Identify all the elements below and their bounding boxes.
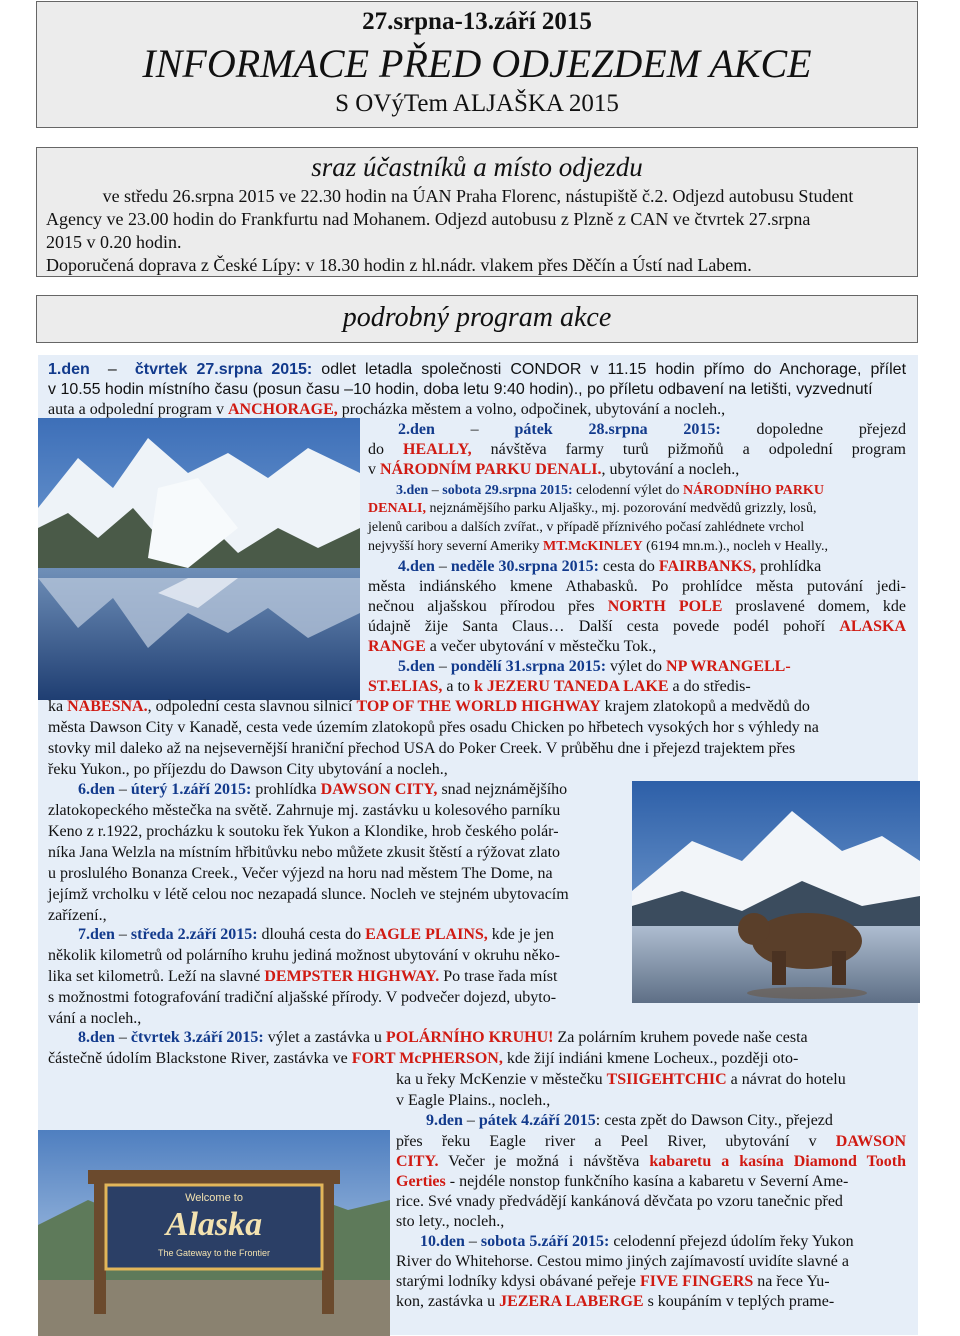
header-subtitle: S OVýTem ALJAŠKA 2015 — [335, 90, 619, 117]
day6-date: 1.září 2015: — [171, 781, 252, 798]
day7-text-2: kde je jen — [487, 926, 554, 943]
day8-line-4 — [396, 1091, 550, 1112]
day6-label: 6.den — [78, 781, 115, 798]
day10-text-6: s koupáním v teplých prame- — [643, 1293, 835, 1310]
day8-line-1: 8.den – čtvrtek 3.září 2015: výlet a zastávka u POLÁRNÍHO KRUHU! Za polárním kruhem povede naše cesta — [78, 1029, 808, 1046]
day10-line-2 — [396, 1252, 849, 1273]
day9-line-4 — [396, 1172, 848, 1193]
day4-text-6: údajně žije Santa Claus… Další cesta povede podél pohoří — [368, 618, 840, 635]
day3-label: 3.den — [396, 483, 429, 498]
sign-gateway-text: The Gateway to the Frontier — [157, 1248, 271, 1258]
day6-text-2: snad nejznámějšího — [437, 781, 568, 798]
day8-text-3: částečně údolím Blackstone River, zastávka ve — [48, 1050, 352, 1067]
day6-text-8: zařízení., — [48, 907, 107, 924]
day3-place-2: DENALI, — [368, 501, 426, 516]
glacier-lake-illustration — [38, 418, 360, 700]
day4-weekday: neděle — [450, 558, 495, 575]
day5-line-1: 5.den – pondělí 31.srpna 2015: výlet do NP WRANGELL- — [398, 658, 791, 675]
day9-weekday: pátek — [478, 1112, 518, 1129]
day9-date: 4.září 2015 — [521, 1112, 596, 1129]
day8-text-1: výlet a zastávka u — [263, 1029, 386, 1046]
meeting-line-2: Agency ve 23.00 hodin do Frankfurtu nad Mohanem. Odjezd autobusu z Plzně z CAN ve čtvrtek 27.srpna — [46, 209, 811, 229]
day5-place-2: ST.ELIAS, — [368, 678, 443, 695]
day10-text-2: River do Whitehorse. Cestou mimo jiných zajímavostí uvidíte slavné a — [396, 1253, 849, 1270]
day2-date: 28.srpna 2015: — [588, 421, 721, 438]
day9-line-1: 9.den – pátek 4.září 2015: cesta zpět do Dawson City., přejezd — [426, 1112, 833, 1129]
day8-text-4: kde žijí indiáni kmene Locheux., později oto- — [502, 1050, 799, 1067]
day10-weekday: sobota — [480, 1233, 526, 1250]
day1-label: 1.den — [48, 361, 90, 378]
day9-text-5: rice. Své vnady předvádějí kankánová děvčata po vzoru tanečnic před — [396, 1193, 843, 1210]
day5-place-5: TOP OF THE WORLD HIGHWAY — [356, 698, 601, 715]
day8-date: 3.září 2015: — [183, 1029, 264, 1046]
day3-text-4: nejvyšší hory severní Ameriky — [368, 539, 543, 554]
day1-weekday: čtvrtek — [134, 361, 188, 378]
day4-label: 4.den — [398, 558, 435, 575]
day4-line-5 — [368, 637, 656, 658]
day6-text-4: Keno z r.1922, procházku k soutoku řek Yukon a Klondike, hrob českého polár- — [48, 823, 559, 840]
day3-weekday: sobota — [442, 483, 482, 498]
day8-place-3: TSIIGEHTCHIC — [606, 1071, 727, 1088]
day3-line-4 — [368, 538, 828, 556]
day4-place-4: RANGE — [368, 638, 426, 655]
day6-line-2 — [48, 801, 560, 822]
day6-text-7: jejímž vrcholku v létě celou noc nezapadá slunce. Nocleh ve stejném ubytovacím — [48, 886, 569, 903]
meeting-heading: sraz účastníků a místo odjezdu — [311, 152, 643, 182]
day10-place-1: FIVE FINGERS — [639, 1273, 754, 1290]
day7-text-1: dlouhá cesta do — [257, 926, 366, 943]
day6-text-1: prohlídka — [251, 781, 321, 798]
day2-line-3 — [368, 460, 739, 481]
day5-text-2: a to — [442, 678, 474, 695]
day6-text-5: níka Jana Welzla na místním hřbitůvku nebo můžete zkusit štěstí a rýžovat zlato — [48, 844, 561, 861]
program-heading-box — [36, 295, 918, 343]
day5-line-5 — [48, 739, 795, 760]
day1-text-5: procházka městem a volno, odpočinek, ubytování a nocleh., — [337, 401, 726, 418]
day5-line-4 — [48, 718, 819, 739]
day4-line-1: 4.den – neděle 30.srpna 2015: cesta do FAIRBANKS, prohlídka — [398, 558, 822, 575]
day1-text-1: odlet letadla společnosti CONDOR v 11.15 hodin přímo do Anchorage, přílet — [312, 361, 907, 378]
day8-place-1: POLÁRNÍHO KRUHU! — [385, 1029, 554, 1046]
day3-text-5: (6194 mn.m.)., nocleh v Heally., — [642, 539, 829, 554]
day1-line-1: 1.den – čtvrtek 27.srpna 2015: odlet letadla společnosti CONDOR v 11.15 hodin přímo do Anchorage, přílet — [48, 361, 907, 378]
day4-text-7: a večer ubytování v městečku Tok., — [425, 638, 657, 655]
day2-label: 2.den — [398, 421, 435, 438]
day3-line-2 — [368, 500, 816, 518]
program-heading-rest: program akce — [449, 302, 612, 333]
day4-place-2: NORTH POLE — [607, 598, 723, 615]
day9-line-2 — [396, 1132, 906, 1153]
day10-text-5: kon, zastávka u — [396, 1293, 500, 1310]
day2-text-3: návštěva farmy turů pižmoňů a odpolední program — [471, 441, 906, 458]
day7-text-5: Po trase řada míst — [439, 968, 558, 985]
day9-label: 9.den — [426, 1112, 463, 1129]
day2-text-1: dopoledne přejezd — [756, 421, 907, 438]
day3-line-3 — [368, 519, 804, 537]
day2-line-2 — [368, 440, 906, 461]
day8-place-2: FORT McPHERSON, — [351, 1050, 503, 1067]
day8-text-2: Za polárním kruhem povede naše cesta — [553, 1029, 808, 1046]
day10-date: 5.září 2015: — [529, 1233, 610, 1250]
day9-text-6: sto lety., nocleh., — [396, 1213, 505, 1230]
day2-text-4: v — [368, 461, 380, 478]
day6-line-7 — [48, 906, 107, 927]
bear-illustration — [632, 781, 920, 1003]
day5-text-1: výlet do — [606, 658, 667, 675]
day5-text-8: stovky mil daleko až na nejsevernější hraniční přechod USA do Poker Creek. V průběhu dne i přejezd trajektem přes — [48, 740, 796, 757]
sign-alaska-text: Alaska — [165, 1206, 263, 1243]
day7-label: 7.den — [78, 926, 115, 943]
day5-line-2 — [368, 677, 751, 698]
day2-line-1: 2.den – pátek 28.srpna 2015: dopoledne přejezd — [398, 421, 907, 438]
day5-text-7: města Dawson City v Kanadě, cesta vede územím zlatokopů přes osadu Chicken po hřbetech vysokých hor s výhledy na — [48, 719, 819, 736]
day4-line-2 — [368, 577, 906, 598]
day6-line-3 — [48, 822, 559, 843]
day7-line-5 — [48, 1009, 141, 1030]
day6-line-4 — [48, 843, 560, 864]
welcome-sign-photo — [38, 1130, 390, 1336]
day5-text-4: ka — [48, 698, 68, 715]
day10-label: 10.den — [420, 1233, 465, 1250]
day4-date: 30.srpna 2015: — [498, 558, 599, 575]
day3-text-1: celodenní výlet do — [572, 483, 684, 498]
day10-line-3 — [396, 1272, 830, 1293]
header-box — [36, 1, 918, 128]
meeting-line-1: ve středu 26.srpna 2015 ve 22.30 hodin na ÚAN Praha Florenc, nástupiště č.2. Odjezd autobusu Student — [102, 186, 854, 206]
day9-place-1: DAWSON — [835, 1133, 906, 1150]
day9-text-1: : cesta zpět do Dawson City., přejezd — [595, 1112, 833, 1129]
day3-line-1: 3.den – sobota 29.srpna 2015: celodenní výlet do NÁRODNÍHO PARKU — [396, 483, 824, 498]
meeting-line-3: 2015 v 0.20 hodin. — [46, 232, 182, 252]
day7-place-2: DEMPSTER HIGHWAY. — [264, 968, 440, 985]
day7-weekday: středa — [130, 926, 174, 943]
day7-text-6: s možnostmi fotografování tradiční aljašské přírody. V podvečer dojezd, ubyto- — [48, 989, 557, 1006]
day6-line-6 — [48, 885, 569, 906]
day6-line-1: 6.den – úterý 1.září 2015: prohlídka DAWSON CITY, snad nejznámějšího — [78, 781, 568, 798]
program-heading-italic: podrobný — [342, 302, 450, 333]
day6-text-6: u proslulého Bonanza Creek., Večer výjezd na horu nad městem The Dome, na — [48, 865, 553, 882]
day5-place-1: NP WRANGELL- — [666, 658, 791, 675]
day4-text-1: cesta do — [598, 558, 659, 575]
day1-text-3: , po příletu odbavení na letišti, vyzvednutí — [578, 381, 873, 398]
day10-text-3: starými lodníky kdysi obávané peřeje — [396, 1273, 640, 1290]
day2-text-5: , ubytování a nocleh., — [601, 461, 740, 478]
day1-date: 27.srpna 2015: — [196, 361, 313, 378]
day5-date: 31.srpna 2015: — [505, 658, 607, 675]
day5-text-6: krajem zlatokopů a medvědů do — [600, 698, 810, 715]
day9-place-3: kabaretu a kasína Diamond Tooth — [649, 1153, 906, 1170]
day6-place-1: DAWSON CITY, — [320, 781, 438, 798]
day5-line-3 — [48, 697, 810, 718]
day9-place-2: CITY. — [396, 1153, 439, 1170]
day3-text-2: nejznámějšího parku Aljašky., mj. pozorování medvědů grizzly, losů, — [425, 501, 817, 516]
day6-weekday: úterý — [130, 781, 168, 798]
day7-line-1: 7.den – středa 2.září 2015: dlouhá cesta do EAGLE PLAINS, kde je jen — [78, 926, 554, 943]
day10-text-4: na řece Yu- — [753, 1273, 830, 1290]
sign-welcome-text: Welcome to — [185, 1192, 243, 1204]
day7-date: 2.září 2015: — [177, 926, 258, 943]
day4-place-1: FAIRBANKS, — [658, 558, 756, 575]
day3-place-3: MT.McKINLEY — [542, 539, 643, 554]
day4-line-3 — [368, 597, 906, 618]
day3-date: 29.srpna 2015: — [484, 483, 573, 498]
header-title: INFORMACE PŘED ODJEZDEM AKCE — [142, 41, 812, 86]
day7-text-4: lika set kilometrů. Leží na slavné — [48, 968, 265, 985]
day4-place-3: ALASKA — [839, 618, 906, 635]
day8-text-5: ka u řeky McKenzie v městečku — [396, 1071, 607, 1088]
day8-label: 8.den — [78, 1029, 115, 1046]
day4-text-5: proslavené domem, kde — [722, 598, 907, 615]
day5-text-9: řeku Yukon., po příjezdu do Dawson City ubytování a nocleh., — [48, 761, 448, 778]
day1-text-4: auta a odpolední program v — [48, 401, 228, 418]
day9-place-4: Gerties — [396, 1173, 446, 1190]
day5-text-5: , odpolední cesta slavnou silnicí — [147, 698, 357, 715]
day2-place-2: NÁRODNÍM PARKU DENALI. — [380, 461, 602, 478]
day3-place-1: NÁRODNÍHO PARKU — [683, 483, 824, 498]
header-dates: 27.srpna-13.září 2015 — [362, 8, 592, 35]
day6-line-5 — [48, 864, 553, 885]
day8-line-2 — [48, 1049, 798, 1070]
day10-line-1: 10.den – sobota 5.září 2015: celodenní přejezd údolím řeky Yukon — [420, 1233, 854, 1250]
day6-text-3: zlatokopeckého městečka na světě. Zahrnuje mj. zastávku u kolesového parníku — [48, 802, 561, 819]
day5-label: 5.den — [398, 658, 435, 675]
bear-mountain-photo — [632, 781, 920, 1003]
day10-text-1: celodenní přejezd údolím řeky Yukon — [609, 1233, 854, 1250]
day7-line-4 — [48, 988, 556, 1009]
day2-text-2: do — [368, 441, 404, 458]
glacier-lake-photo — [38, 418, 360, 700]
program-heading — [37, 302, 917, 334]
day3-text-3: jelenů caribou a dalších zvířat., v případě příznivého počasí zahlédnete vrchol — [368, 520, 805, 535]
meeting-line-4: Doporučená doprava z České Lípy: v 18.30 hodin z hl.nádr. vlakem přes Děčín a Ústí nad Labem. — [46, 255, 752, 275]
day8-line-3 — [396, 1070, 846, 1091]
day5-weekday: pondělí — [450, 658, 502, 675]
day8-text-7: v Eagle Plains., nocleh., — [396, 1092, 551, 1109]
day5-place-4: NABESNA. — [67, 698, 148, 715]
day5-text-3: a do středis- — [668, 678, 751, 695]
day5-place-3: k JEZERU TANEDA LAKE — [473, 678, 669, 695]
day7-line-3 — [48, 967, 557, 988]
day1-text-2: v 10.55 hodin místního času (posun času –10 hodin, doba letu 9:40 hodin). — [48, 381, 579, 398]
day4-line-4 — [368, 617, 906, 638]
day2-place-1: HEALLY, — [403, 441, 472, 458]
day4-text-4: nečnou aljašskou přírodou přes — [368, 598, 608, 615]
day1-line-2 — [48, 380, 873, 401]
day10-line-4 — [396, 1292, 834, 1313]
day2-weekday: pátek — [514, 421, 553, 438]
day5-line-6 — [48, 760, 448, 781]
day8-weekday: čtvrtek — [130, 1029, 180, 1046]
day7-text-7: vání a nocleh., — [48, 1010, 142, 1027]
day10-place-2: JEZERA LABERGE — [499, 1293, 644, 1310]
day1-place: ANCHORAGE, — [227, 401, 338, 418]
meeting-box — [36, 147, 918, 277]
day7-text-3: několik kilometrů od polárního kruhu jediná možnost ubytování v okruhu něko- — [48, 947, 560, 964]
day4-text-2: prohlídka — [755, 558, 822, 575]
day9-line-3 — [396, 1152, 906, 1173]
day9-line-6 — [396, 1212, 504, 1233]
day4-text-3: města indiánského kmene Athabasků. Po prohlídce města putování jedi- — [368, 578, 906, 595]
day9-text-2: přes řeku Eagle river a Peel River, ubytování v — [396, 1133, 836, 1150]
day1-line-3 — [48, 400, 725, 421]
day7-place-1: EAGLE PLAINS, — [365, 926, 488, 943]
day9-text-4: - nejdéle nonstop funkčního kasína a kabaretu v Severní Ame- — [445, 1173, 849, 1190]
day8-text-6: a návrat do hotelu — [726, 1071, 846, 1088]
day9-text-3: Večer je možná i návštěva — [438, 1153, 650, 1170]
day7-line-2 — [48, 946, 560, 967]
day9-line-5 — [396, 1192, 843, 1213]
